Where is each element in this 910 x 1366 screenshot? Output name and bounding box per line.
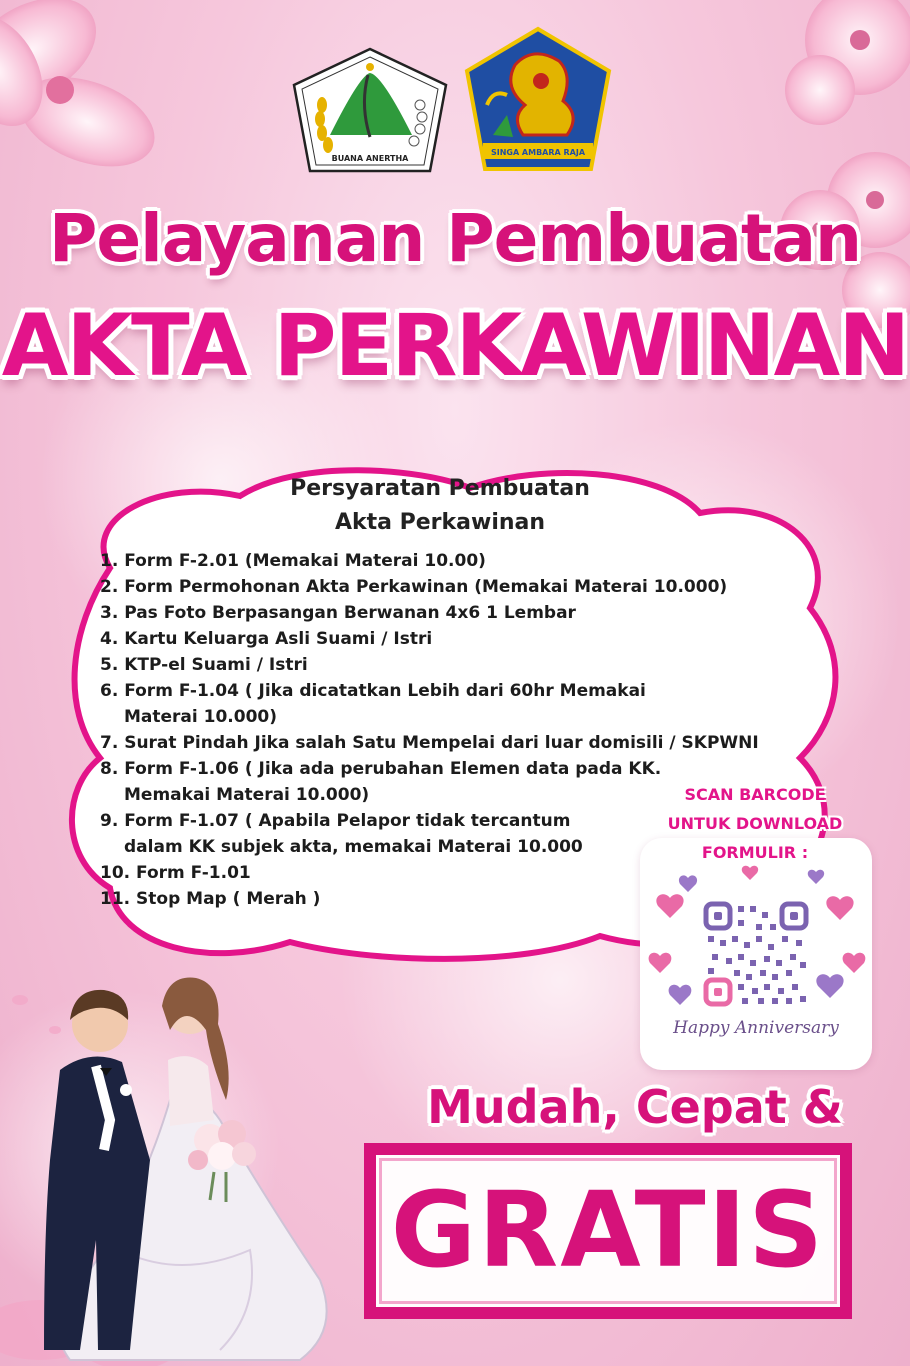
scan-label-2: UNTUK DOWNLOAD [667,814,843,833]
list-item: 5. KTP-el Suami / Istri [100,655,308,675]
requirements-heading-1: Persyaratan Pembuatan [290,476,590,501]
title-line-2: AKTA PERKAWINAN [1,296,909,396]
list-item: 9. Form F-1.07 ( Apabila Pelapor tidak tercantum [100,811,571,831]
tagline: Mudah, Cepat & [427,1080,843,1134]
flower-top-right [780,0,910,328]
list-item-continuation: Memakai Materai 10.000) [124,785,370,805]
qr-caption: Happy Anniversary [673,1018,839,1038]
scan-label-3: FORMULIR : [701,843,809,862]
list-item: 3. Pas Foto Berpasangan Berwanan 4x6 1 Lembar [100,603,576,623]
bride-and-groom-illustration [0,950,360,1366]
list-item: 10. Form F-1.01 [100,863,251,883]
flower-top-left [0,0,167,183]
list-item-continuation: dalam KK subjek akta, memakai Materai 10.000 [124,837,583,857]
list-item: 8. Form F-1.06 ( Jika ada perubahan Elemen data pada KK. [100,759,662,779]
list-item: 2. Form Permohonan Akta Perkawinan (Memakai Materai 10.000) [100,577,728,597]
svg-text:BUANA ANERTHA: BUANA ANERTHA [331,154,409,163]
buleleng-regency-emblem [290,45,450,175]
list-item: 6. Form F-1.04 ( Jika dicatatkan Lebih dari 60hr Memakai [100,681,646,701]
list-item-continuation: Materai 10.000) [124,707,278,727]
list-item: 11. Stop Map ( Merah ) [100,889,321,909]
requirements-heading-2: Akta Perkawinan [334,510,546,535]
scan-label-1: SCAN BARCODE [684,785,826,804]
list-item: 7. Surat Pindah Jika salah Satu Mempelai dari luar domisili / SKPWNI [100,733,759,753]
singa-ambara-raja-emblem [463,25,613,173]
list-item: 4. Kartu Keluarga Asli Suami / Istri [100,629,433,649]
qr-card[interactable] [640,838,872,1070]
gratis-badge [364,1143,852,1319]
gratis-text: GRATIS [390,1169,826,1291]
list-item: 1. Form F-2.01 (Memakai Materai 10.00) [100,551,486,571]
title-line-1: Pelayanan Pembuatan [48,200,862,277]
svg-text:SINGA AMBARA RAJA: SINGA AMBARA RAJA [490,148,586,157]
